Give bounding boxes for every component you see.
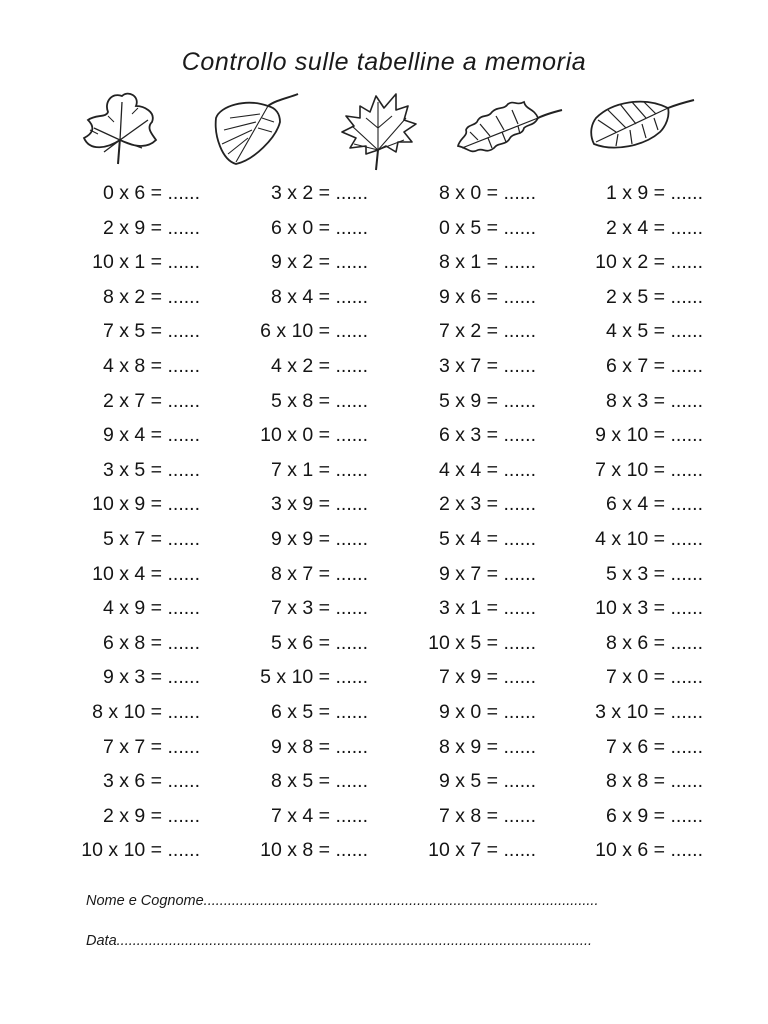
multiplication-item: 10 x 0 = ...... <box>260 424 368 447</box>
multiplication-item: 4 x 2 = ...... <box>270 354 368 377</box>
multiplication-column-3 <box>376 176 536 868</box>
name-label: Nome e Cognome <box>86 893 204 909</box>
multiplication-item: 3 x 1 = ...... <box>438 597 536 620</box>
date-field[interactable] <box>86 933 708 949</box>
multiplication-item: 9 x 3 = ...... <box>102 666 200 689</box>
multiplication-item: 10 x 5 = ...... <box>428 631 536 654</box>
multiplication-item: 7 x 8 = ...... <box>438 804 536 827</box>
multiplication-item: 8 x 3 = ...... <box>605 389 703 412</box>
multiplication-item: 8 x 4 = ...... <box>270 285 368 308</box>
multiplication-item: 7 x 10 = ...... <box>595 458 703 481</box>
multiplication-item: 7 x 3 = ...... <box>270 597 368 620</box>
multiplication-item: 6 x 9 = ...... <box>605 804 703 827</box>
page-title: Controllo sulle tabelline a memoria <box>181 48 587 76</box>
multiplication-item: 3 x 9 = ...... <box>270 493 368 516</box>
multiplication-item: 0 x 6 = ...... <box>102 182 200 204</box>
multiplication-item: 7 x 0 = ...... <box>605 666 703 689</box>
multiplication-item: 5 x 6 = ...... <box>270 631 368 654</box>
multiplication-column-2 <box>208 176 368 868</box>
multiplication-item: 8 x 6 = ...... <box>605 631 703 654</box>
multiplication-item: 3 x 10 = ...... <box>595 700 703 723</box>
multiplication-item: 10 x 2 = ...... <box>595 251 703 274</box>
multiplication-item: 10 x 9 = ...... <box>92 493 200 516</box>
multiplication-column-4 <box>543 176 703 868</box>
multiplication-item: 2 x 9 = ...... <box>102 804 200 827</box>
multiplication-item: 10 x 7 = ...... <box>428 839 536 862</box>
multiplication-item: 10 x 4 = ...... <box>92 562 200 585</box>
multiplication-item: 8 x 0 = ...... <box>438 182 536 204</box>
elm-leaf-icon <box>584 88 696 168</box>
multiplication-item: 2 x 3 = ...... <box>438 493 536 516</box>
multiplication-item: 7 x 2 = ...... <box>438 320 536 343</box>
multiplication-item: 9 x 2 = ...... <box>270 251 368 274</box>
multiplication-item: 6 x 4 = ...... <box>605 493 703 516</box>
multiplication-item: 9 x 4 = ...... <box>102 424 200 447</box>
multiplication-item: 3 x 6 = ...... <box>102 770 200 793</box>
multiplication-item: 4 x 5 = ...... <box>605 320 703 343</box>
multiplication-item: 9 x 7 = ...... <box>438 562 536 585</box>
multiplication-item: 5 x 4 = ...... <box>438 527 536 550</box>
multiplication-item: 5 x 3 = ...... <box>605 562 703 585</box>
multiplication-item: 5 x 10 = ...... <box>260 666 368 689</box>
multiplication-item: 7 x 9 = ...... <box>438 666 536 689</box>
multiplication-item: 6 x 10 = ...... <box>260 320 368 343</box>
multiplication-item: 4 x 8 = ...... <box>102 354 200 377</box>
multiplication-item: 9 x 9 = ...... <box>270 527 368 550</box>
multiplication-item: 6 x 7 = ...... <box>605 354 703 377</box>
multiplication-item: 9 x 0 = ...... <box>438 700 536 723</box>
multiplication-item: 9 x 8 = ...... <box>270 735 368 758</box>
multiplication-item: 7 x 6 = ...... <box>605 735 703 758</box>
multiplication-item: 1 x 9 = ...... <box>605 182 703 204</box>
multiplication-item: 6 x 3 = ...... <box>438 424 536 447</box>
multiplication-item: 2 x 9 = ...... <box>102 216 200 239</box>
multiplication-item: 8 x 1 = ...... <box>438 251 536 274</box>
multiplication-item: 6 x 8 = ...... <box>102 631 200 654</box>
multiplication-item: 10 x 1 = ...... <box>92 251 200 274</box>
date-label: Data <box>86 933 117 949</box>
multiplication-item: 4 x 10 = ...... <box>595 527 703 550</box>
multiplication-item: 8 x 5 = ...... <box>270 770 368 793</box>
multiplication-item: 5 x 8 = ...... <box>270 389 368 412</box>
multiplication-item: 2 x 5 = ...... <box>605 285 703 308</box>
multiplication-item: 3 x 2 = ...... <box>270 182 368 204</box>
name-dots: .................................................................................................. <box>203 893 599 909</box>
multiplication-item: 5 x 9 = ...... <box>438 389 536 412</box>
oak-leaf-icon <box>452 88 564 168</box>
multiplication-item: 5 x 7 = ...... <box>102 527 200 550</box>
multiplication-item: 8 x 10 = ...... <box>92 700 200 723</box>
multiplication-item: 8 x 2 = ...... <box>102 285 200 308</box>
multiplication-item: 7 x 4 = ...... <box>270 804 368 827</box>
multiplication-item: 6 x 5 = ...... <box>270 700 368 723</box>
fig-leaf-icon <box>78 88 162 168</box>
maple-leaf-icon <box>336 88 420 172</box>
leaf-illustrations <box>70 88 700 168</box>
multiplication-item: 10 x 8 = ...... <box>260 839 368 862</box>
date-dots: ...................................................................................................................... <box>116 933 593 949</box>
multiplication-item: 10 x 6 = ...... <box>595 839 703 862</box>
multiplication-item: 7 x 5 = ...... <box>102 320 200 343</box>
multiplication-item: 9 x 6 = ...... <box>438 285 536 308</box>
multiplication-item: 2 x 4 = ...... <box>605 216 703 239</box>
multiplication-item: 3 x 5 = ...... <box>102 458 200 481</box>
multiplication-item: 9 x 10 = ...... <box>595 424 703 447</box>
multiplication-item: 8 x 9 = ...... <box>438 735 536 758</box>
multiplication-item: 9 x 5 = ...... <box>438 770 536 793</box>
multiplication-item: 4 x 9 = ...... <box>102 597 200 620</box>
multiplication-item: 0 x 5 = ...... <box>438 216 536 239</box>
name-field[interactable] <box>86 893 708 909</box>
multiplication-item: 10 x 10 = ...... <box>81 839 200 862</box>
birch-leaf-icon <box>210 88 306 168</box>
multiplication-item: 7 x 7 = ...... <box>102 735 200 758</box>
multiplication-item: 8 x 8 = ...... <box>605 770 703 793</box>
multiplication-item: 2 x 7 = ...... <box>102 389 200 412</box>
multiplication-item: 8 x 7 = ...... <box>270 562 368 585</box>
multiplication-item: 3 x 7 = ...... <box>438 354 536 377</box>
multiplication-item: 6 x 0 = ...... <box>270 216 368 239</box>
multiplication-column-1 <box>40 176 200 868</box>
multiplication-item: 7 x 1 = ...... <box>270 458 368 481</box>
multiplication-item: 10 x 3 = ...... <box>595 597 703 620</box>
multiplication-item: 4 x 4 = ...... <box>438 458 536 481</box>
